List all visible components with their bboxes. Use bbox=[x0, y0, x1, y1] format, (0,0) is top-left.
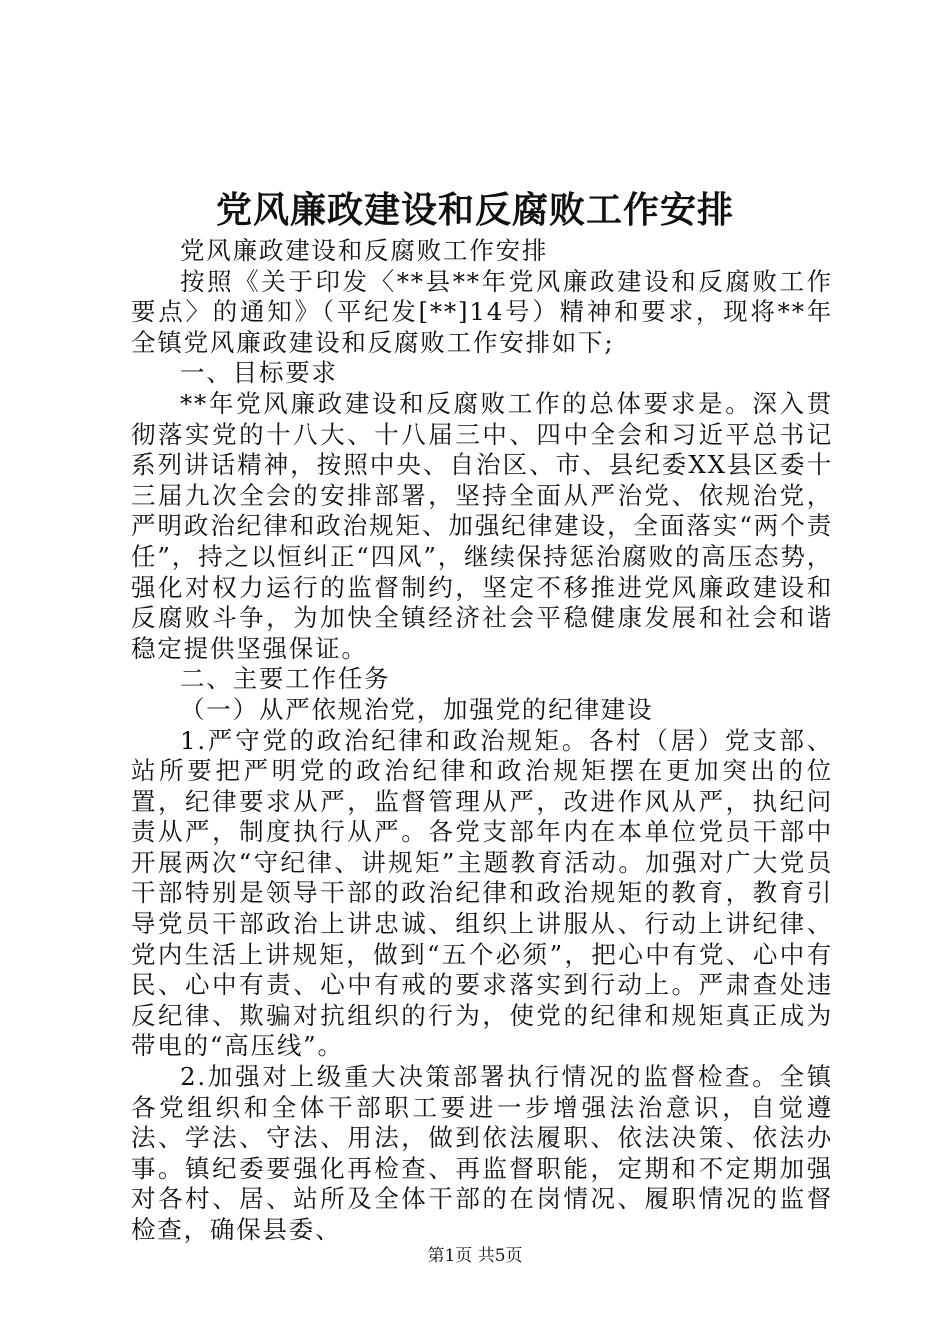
paragraph-intro: 按照《关于印发〈**县**年党风廉政建设和反腐败工作要点〉的通知》（平纪发[**]14号）精神和要求，现将**年全镇党风廉政建设和反腐败工作安排如下; bbox=[131, 266, 833, 357]
document-title: 党风廉政建设和反腐败工作安排 bbox=[215, 189, 734, 231]
paragraph-goals: **年党风廉政建设和反腐败工作的总体要求是。深入贯彻落实党的十八大、十八届三中、四中全会和习近平总书记系列讲话精神，按照中央、自治区、市、县纪委XX县区委十三届九次全会的安排部署，坚持全面从严治党、依规治党，严明政治纪律和政治规矩、加强纪律建设，全面落实“两个责任”，持之以恒纠正“四风”，继续保持惩治腐败的高压态势，强化对权力运行的监督制约，坚定不移推进党风廉政建设和反腐败斗争，为加快全镇经济社会平稳健康发展和社会和谐稳定提供坚强保证。 bbox=[131, 388, 833, 663]
paragraph-item-2: 2.加强对上级重大决策部署执行情况的监督检查。全镇各党组织和全体干部职工要进一步增强法治意识，自觉遵法、学法、守法、用法，做到依法履职、依法决策、依法办事。镇纪委要强化再检查、再监督职能，定期和不定期加强对各村、居、站所及全体干部的在岗情况、履职情况的监督检查，确保县委、 bbox=[131, 1062, 833, 1244]
section-heading-goals: 一、目标要求 bbox=[180, 358, 338, 388]
section-heading-tasks: 二、主要工作任务 bbox=[180, 664, 391, 694]
page-number-footer: 第1页 共5页 bbox=[427, 1246, 523, 1266]
paragraph-item-1: 1.严守党的政治纪律和政治规矩。各村（居）党支部、站所要把严明党的政治纪律和政治规矩摆在更加突出的位置，纪律要求从严，监督管理从严，改进作风从严，执纪问责从严，制度执行从严。各党支部年内在本单位党员干部中开展两次“守纪律、讲规矩”主题教育活动。加强对广大党员干部特别是领导干部的政治纪律和政治规矩的教育，教育引导党员干部政治上讲忠诚、组织上讲服从、行动上讲纪律、党内生活上讲规矩，做到“五个必须”，把心中有党、心中有民、心中有责、心中有戒的要求落实到行动上。严肃查处违反纪律、欺骗对抗组织的行为，使党的纪律和规矩真正成为带电的“高压线”。 bbox=[131, 725, 833, 1061]
paragraph-heading-repeat: 党风廉政建设和反腐败工作安排 bbox=[180, 236, 549, 265]
subsection-heading-discipline: （一）从严依规治党，加强党的纪律建设 bbox=[180, 694, 654, 724]
document-body bbox=[131, 236, 833, 1246]
